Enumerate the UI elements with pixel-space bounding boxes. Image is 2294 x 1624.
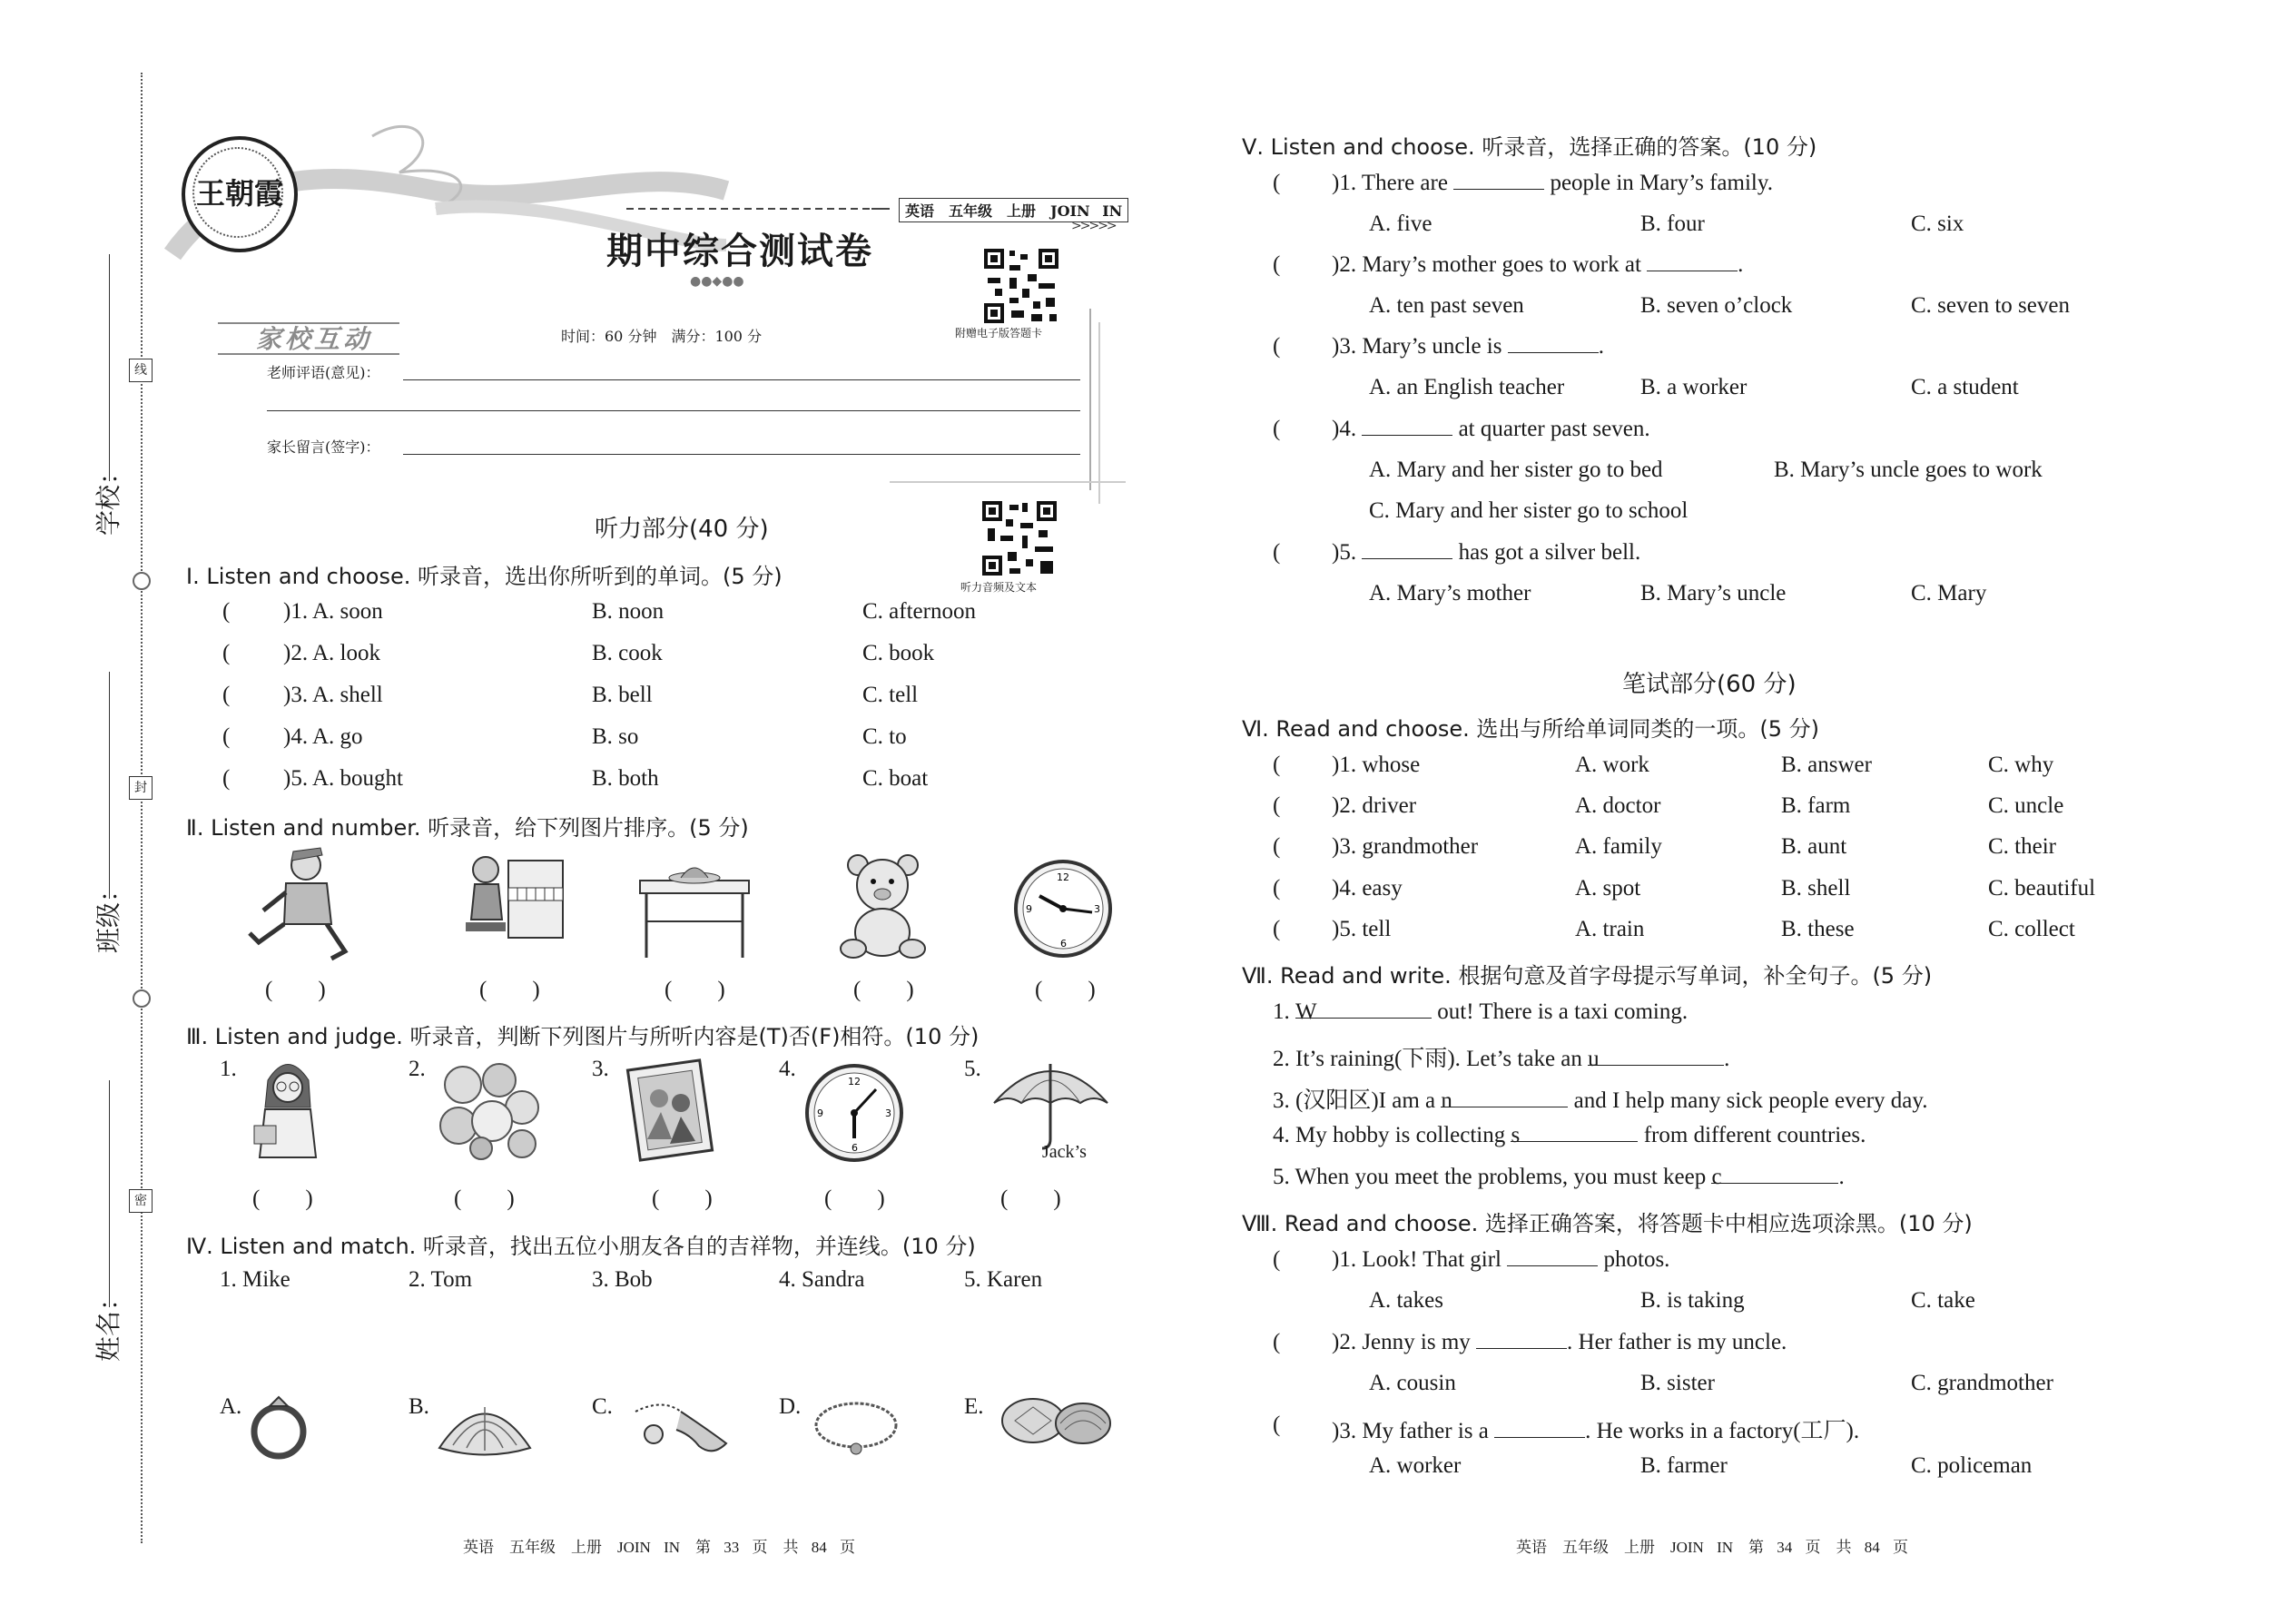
s6-q5-b: B. these	[1781, 917, 1855, 941]
section-6-title: Ⅵ. Read and choose. 选出与所给单词同类的一项。(5 分)	[1242, 716, 1820, 742]
clock-icon	[1012, 858, 1114, 960]
hint-letter: W	[1295, 999, 1317, 1024]
svg-text:12: 12	[1057, 871, 1069, 883]
s8-q2-b: B. sister	[1640, 1371, 1715, 1395]
blank[interactable]	[1507, 1247, 1598, 1266]
s1-item-1-c: C. afternoon	[862, 599, 976, 624]
home-school-label: 家校互动	[256, 324, 373, 354]
s7-q2-text-end: .	[1724, 1047, 1730, 1071]
answer-paren[interactable]: (	[1273, 171, 1281, 195]
s5-q3-c: C. a student	[1911, 375, 2019, 399]
qr-code-audio-icon	[980, 499, 1058, 577]
s5-q2-text: )2. Mary’s mother goes to work at	[1332, 252, 1641, 277]
s6-q4-word: )4. easy	[1332, 876, 1403, 901]
mascot-letter-a: A.	[220, 1394, 242, 1419]
box-side-line	[1089, 309, 1091, 490]
s6-q5-word: )5. tell	[1332, 917, 1392, 941]
answer-paren[interactable]: (	[1273, 540, 1281, 565]
s5-q1-text-end: people in Mary’s family.	[1550, 171, 1773, 195]
svg-text:6: 6	[1060, 938, 1067, 950]
answer-paren[interactable]: (	[1273, 417, 1281, 441]
svg-text:3: 3	[1094, 903, 1100, 915]
s5-q3-b: B. a worker	[1640, 375, 1748, 399]
s3-num-3: 3.	[592, 1057, 609, 1081]
section-4-title: Ⅳ. Listen and match. 听录音，找出五位小朋友各自的吉祥物，并连线。(10 分)	[186, 1234, 976, 1259]
s6-q1-word: )1. whose	[1332, 753, 1421, 777]
box-side-line-2	[1098, 322, 1100, 504]
svg-text:12: 12	[848, 1076, 861, 1088]
blank[interactable]	[1453, 171, 1544, 190]
blank[interactable]	[1362, 540, 1452, 559]
s7-q5-text-end: .	[1838, 1165, 1845, 1189]
s8-q2-text: )2. Jenny is my	[1332, 1330, 1471, 1354]
blank[interactable]	[1647, 252, 1738, 271]
kid-mike[interactable]: 1. Mike	[220, 1267, 290, 1292]
necklace-icon[interactable]	[811, 1396, 901, 1460]
s6-q5-c: C. collect	[1988, 917, 2075, 941]
s7-q1-text: 1.	[1273, 999, 1290, 1024]
school-label: 学校：	[94, 458, 123, 536]
footer-left: 英语 五年级 上册 JOIN IN 第 33 页 共 84 页	[463, 1539, 856, 1556]
box-bottom-line	[890, 481, 1126, 483]
s7-q3-text: 3. (汉阳区)I am a	[1273, 1088, 1436, 1113]
s7-q1-text-end: out! There is a taxi coming.	[1437, 999, 1689, 1024]
answer-paren[interactable]: (	[1273, 1412, 1281, 1437]
s5-q1-text: )1. There are	[1332, 171, 1448, 195]
blank[interactable]	[1508, 334, 1599, 353]
answer-paren[interactable]: ( )	[454, 1186, 515, 1211]
s6-q3-c: C. their	[1988, 834, 2056, 859]
section-5-title: Ⅴ. Listen and choose. 听录音，选择正确的答案。(10 分)	[1242, 134, 1817, 160]
answer-paren[interactable]: ( )	[853, 978, 914, 1002]
answer-paren[interactable]: (	[1273, 334, 1281, 359]
s6-q5-a: A. train	[1575, 917, 1645, 941]
answer-paren[interactable]: (	[222, 641, 231, 665]
teacher-comment-line-2	[267, 410, 1080, 411]
s1-item-4-c: C. to	[862, 724, 907, 749]
s8-q3-b: B. farmer	[1640, 1453, 1728, 1478]
qr-code-answer-icon	[982, 247, 1060, 325]
s5-q1-a: A. five	[1369, 212, 1433, 236]
s5-q4-a: A. Mary and her sister go to bed	[1369, 458, 1663, 482]
section-1-title: Ⅰ. Listen and choose. 听录音，选出你所听到的单词。(5 分)	[186, 564, 783, 589]
s5-q5-b: B. Mary’s uncle	[1640, 581, 1787, 605]
answer-paren[interactable]: (	[222, 766, 231, 791]
s8-q1-b: B. is taking	[1640, 1288, 1745, 1313]
turtle-shell-icon[interactable]	[997, 1389, 1115, 1452]
answer-paren[interactable]: (	[1273, 1330, 1281, 1354]
logo-text: 王朝霞	[196, 176, 284, 211]
s8-q3-c: C. policeman	[1911, 1453, 2033, 1478]
binding-dotted-line	[141, 73, 143, 1543]
answer-paren[interactable]: ( )	[479, 978, 540, 1002]
class-label: 班级：	[94, 876, 123, 953]
s1-item-5-c: C. boat	[862, 766, 929, 791]
s3-num-5: 5.	[964, 1057, 981, 1081]
answer-paren[interactable]: (	[1273, 252, 1281, 277]
hint-letter: s	[1511, 1123, 1521, 1147]
table-hat-icon	[635, 849, 753, 962]
chevrons-icon: >>>>>	[1071, 219, 1116, 233]
mascot-letter-c: C.	[592, 1394, 613, 1419]
s6-q1-a: A. work	[1575, 753, 1649, 777]
seal-char-1: 线	[129, 359, 153, 382]
answer-paren[interactable]: (	[1273, 834, 1281, 859]
s8-q3-text: )3. My father is a	[1332, 1419, 1489, 1443]
blank[interactable]	[1511, 1123, 1638, 1147]
s8-q3-text-end: . He works in a factory(工厂).	[1585, 1419, 1860, 1443]
parent-comment-label: 家长留言(签字)：	[267, 438, 380, 456]
toys-pile-icon	[436, 1058, 545, 1162]
s6-q3-word: )3. grandmother	[1332, 834, 1479, 859]
blank[interactable]	[1362, 417, 1452, 436]
answer-paren[interactable]: (	[1273, 917, 1281, 941]
s1-item-2-c: C. book	[862, 641, 935, 665]
s1-item-3-a: )3. A. shell	[283, 683, 383, 707]
svg-text:6: 6	[852, 1142, 858, 1154]
s7-q2-text: 2. It’s raining(下雨). Let’s take an	[1273, 1047, 1582, 1071]
ring-icon[interactable]	[247, 1393, 310, 1462]
s8-q2-c: C. grandmother	[1911, 1371, 2053, 1395]
answer-paren[interactable]: (	[1273, 753, 1281, 777]
s8-q1-text-end: photos.	[1603, 1247, 1670, 1272]
qr2-caption: 听力音频及文本	[960, 581, 1038, 594]
s6-q2-b: B. farm	[1781, 793, 1851, 818]
answer-paren[interactable]: ( )	[652, 1186, 713, 1211]
s5-q3-text: )3. Mary’s uncle is	[1332, 334, 1502, 359]
hint-letter: n	[1441, 1088, 1452, 1113]
s6-q1-c: C. why	[1988, 753, 2054, 777]
seashell-icon[interactable]	[430, 1398, 539, 1462]
s6-q2-c: C. uncle	[1988, 793, 2064, 818]
s8-q1-text: )1. Look! That girl	[1332, 1247, 1501, 1272]
kid-karen[interactable]: 5. Karen	[964, 1267, 1043, 1292]
answer-paren[interactable]: (	[1273, 793, 1281, 818]
s7-q5-text: 5. When you meet the problems, you must keep	[1273, 1165, 1707, 1189]
time-info: 时间：60 分钟 满分：100 分	[561, 328, 763, 345]
clock-icon	[803, 1062, 905, 1164]
s7-q3-text-end: and I help many sick people every day.	[1573, 1088, 1928, 1113]
answer-paren[interactable]: ( )	[824, 1186, 885, 1211]
s6-q2-word: )2. driver	[1332, 793, 1417, 818]
svg-text:3: 3	[885, 1107, 891, 1119]
s6-q4-c: C. beautiful	[1988, 876, 2096, 901]
boy-piano-icon	[458, 842, 572, 965]
page-title: 期中综合测试卷	[606, 230, 873, 272]
section-7-title: Ⅶ. Read and write. 根据句意及首字母提示写单词，补全句子。(5 分)	[1242, 963, 1933, 989]
umbrella-label: Jack’s	[1042, 1142, 1087, 1162]
s8-q1-c: C. take	[1911, 1288, 1975, 1313]
section-8-title: Ⅷ. Read and choose. 选择正确答案，将答题卡中相应选项涂黑。(10 分)	[1242, 1211, 1973, 1236]
s5-q5-text: )5.	[1332, 540, 1357, 565]
kid-tom[interactable]: 2. Tom	[409, 1267, 473, 1292]
title-dots-icon: ●●◆●●	[690, 274, 744, 289]
s5-q5-a: A. Mary’s mother	[1369, 581, 1531, 605]
mascot-letter-e: E.	[964, 1394, 984, 1419]
s5-q2-b: B. seven o’clock	[1640, 293, 1793, 318]
s1-item-1-b: B. noon	[592, 599, 665, 624]
s5-q1-b: B. four	[1640, 212, 1705, 236]
s3-num-2: 2.	[409, 1057, 426, 1081]
s6-q4-b: B. shell	[1781, 876, 1851, 901]
answer-paren[interactable]: ( )	[1035, 978, 1096, 1002]
s1-item-4-b: B. so	[592, 724, 639, 749]
s5-q2-c: C. seven to seven	[1911, 293, 2070, 318]
s6-q2-a: A. doctor	[1575, 793, 1661, 818]
s1-item-2-a: )2. A. look	[283, 641, 380, 665]
answer-paren[interactable]: (	[1273, 1247, 1281, 1272]
s5-q5-c: C. Mary	[1911, 581, 1987, 605]
s5-q4-c: C. Mary and her sister go to school	[1369, 498, 1689, 523]
family-photo-icon	[625, 1058, 715, 1162]
s5-q1-c: C. six	[1911, 212, 1964, 236]
footer-right: 英语 五年级 上册 JOIN IN 第 34 页 共 84 页	[1516, 1539, 1909, 1556]
s6-q3-b: B. aunt	[1781, 834, 1847, 859]
name-label: 姓名：	[94, 1284, 123, 1362]
seal-char-3: 密	[129, 1189, 153, 1213]
s6-q4-a: A. spot	[1575, 876, 1641, 901]
svg-text:9: 9	[817, 1107, 823, 1119]
s1-item-3-c: C. tell	[862, 683, 919, 707]
qr1-caption: 附赠电子版答题卡	[955, 327, 1043, 340]
mascot-letter-d: D.	[779, 1394, 802, 1419]
hint-letter: c	[1711, 1165, 1722, 1189]
brand-logo	[182, 136, 298, 252]
svg-text:9: 9	[1026, 903, 1032, 915]
s6-q3-a: A. family	[1575, 834, 1662, 859]
answer-paren[interactable]: ( )	[265, 978, 326, 1002]
answer-paren[interactable]: (	[1273, 876, 1281, 901]
blank[interactable]	[1711, 1165, 1838, 1189]
s3-num-1: 1.	[220, 1057, 237, 1081]
answer-paren[interactable]: (	[222, 683, 231, 707]
s8-q3-a: A. worker	[1369, 1453, 1462, 1478]
binding-hole-icon	[133, 572, 151, 590]
teacher-woman-icon	[245, 1053, 331, 1166]
answer-paren[interactable]: ( )	[665, 978, 725, 1002]
umbrella-icon	[989, 1053, 1112, 1153]
mascot-letter-b: B.	[409, 1394, 429, 1419]
binding-line-name	[109, 1080, 110, 1307]
s1-item-5-b: B. both	[592, 766, 659, 791]
s1-item-1-a: )1. A. soon	[283, 599, 383, 624]
s1-item-5-a: )5. A. bought	[283, 766, 403, 791]
section-3-title: Ⅲ. Listen and judge. 听录音，判断下列图片与所听内容是(T)否(F)相符。(10 分)	[186, 1024, 980, 1049]
blank[interactable]	[1494, 1419, 1585, 1438]
answer-paren[interactable]: (	[222, 724, 231, 749]
binding-line-class	[109, 672, 110, 899]
hint-letter: u	[1588, 1047, 1600, 1071]
writing-part-title: 笔试部分(60 分)	[1622, 671, 1797, 698]
s8-q2-a: A. cousin	[1369, 1371, 1456, 1395]
series-badge: 英语 五年级 上册 JOIN IN	[899, 198, 1128, 222]
teacher-comment-line	[403, 379, 1080, 380]
s1-item-4-a: )4. A. go	[283, 724, 363, 749]
boy-skating-icon	[241, 842, 363, 965]
s7-q4-text-end: from different countries.	[1643, 1123, 1866, 1147]
blank[interactable]	[1441, 1088, 1568, 1113]
s8-q2-text-end: . Her father is my uncle.	[1567, 1330, 1787, 1354]
s5-q3-a: A. an English teacher	[1369, 375, 1565, 399]
s5-q5-text-end: has got a silver bell.	[1458, 540, 1641, 565]
kid-bob[interactable]: 3. Bob	[592, 1267, 653, 1292]
blank[interactable]	[1295, 999, 1432, 1024]
blank[interactable]	[1588, 1047, 1724, 1071]
teddy-bear-icon	[831, 849, 935, 962]
listening-part-title: 听力部分(40 分)	[595, 516, 769, 543]
answer-paren[interactable]: (	[222, 599, 231, 624]
s1-item-3-b: B. bell	[592, 683, 653, 707]
seal-char-2: 封	[129, 776, 153, 800]
answer-paren[interactable]: ( )	[1000, 1186, 1061, 1211]
s5-q4-text: )4.	[1332, 417, 1357, 441]
binding-hole-icon	[133, 989, 151, 1008]
s1-item-2-b: B. cook	[592, 641, 663, 665]
blank[interactable]	[1476, 1330, 1567, 1349]
bracelet-charm-icon[interactable]	[626, 1393, 740, 1462]
s8-q1-a: A. takes	[1369, 1288, 1443, 1313]
s5-q2-a: A. ten past seven	[1369, 293, 1524, 318]
s5-q3-text-end: .	[1598, 334, 1604, 359]
s5-q4-b: B. Mary’s uncle goes to work	[1774, 458, 2043, 482]
answer-paren[interactable]: ( )	[252, 1186, 313, 1211]
s7-q4-text: 4. My hobby is collecting	[1273, 1123, 1506, 1147]
kid-sandra[interactable]: 4. Sandra	[779, 1267, 865, 1292]
s3-num-4: 4.	[779, 1057, 796, 1081]
binding-line-school	[109, 254, 110, 481]
s5-q4-text-end: at quarter past seven.	[1458, 417, 1650, 441]
section-2-title: Ⅱ. Listen and number. 听录音，给下列图片排序。(5 分)	[186, 815, 749, 841]
s5-q2-text-end: .	[1738, 252, 1744, 277]
parent-comment-line	[403, 454, 1080, 455]
s6-q1-b: B. answer	[1781, 753, 1872, 777]
teacher-comment-label: 老师评语(意见)：	[267, 364, 380, 381]
